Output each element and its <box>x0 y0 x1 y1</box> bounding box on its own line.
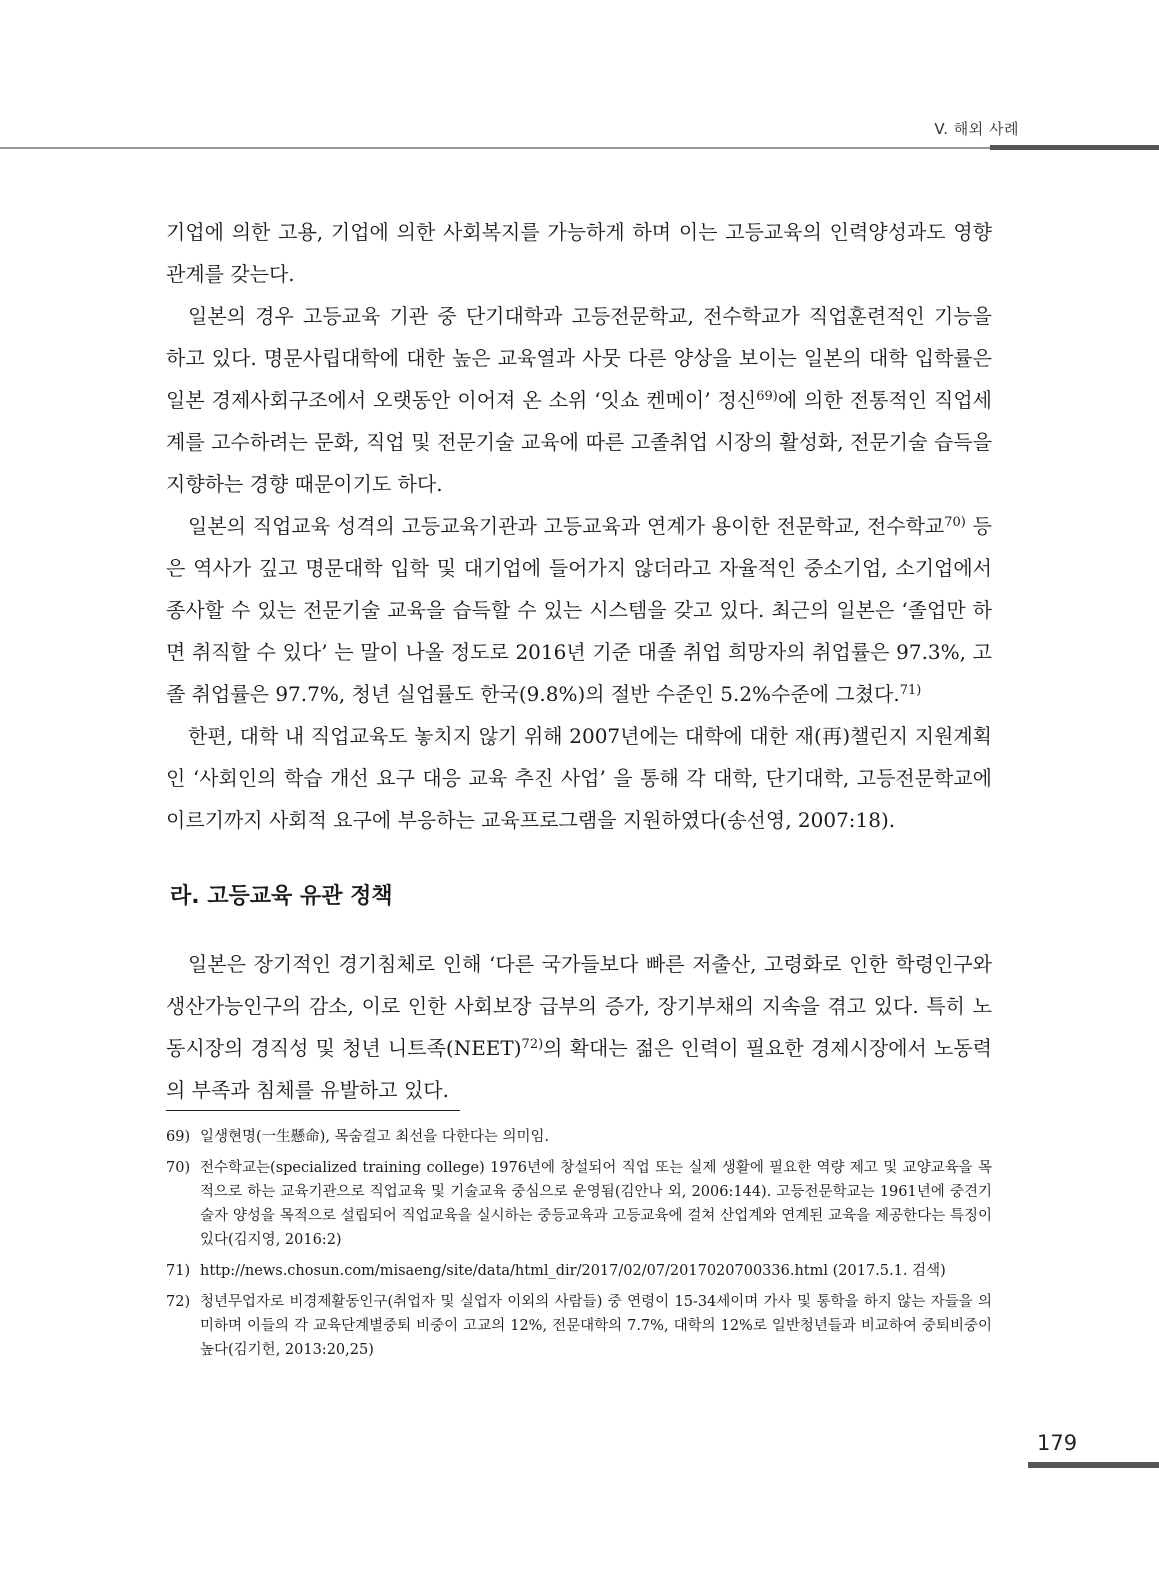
footnote <box>166 1125 992 1149</box>
footnote-number: 70) <box>166 1160 191 1176</box>
footnote-ref-70[interactable]: 70) <box>944 515 966 530</box>
footnote-text: 전수학교는(specialized training college) 1976년에 창설되어 직업 또는 실제 생활에 필요한 역량 제고 및 교양교육을 목적으로 하는 교육기관으로 직업교육 및 기술교육 중심으로 운영됨(김안나 외, 2006:144). 고등전문학교는 1961년에 중견기술자 양성을 목적으로 설립되어 직업교육을 실시하는 중등교육과 고등교육에 걸쳐 산업계와 연계된 교육을 제공한다는 특징이 있다(김지영, 2016:2) <box>200 1160 992 1248</box>
footnote <box>166 1290 992 1362</box>
footnote <box>166 1156 992 1252</box>
section-heading: 라. 고등교육 유관 정책 <box>170 884 393 909</box>
paragraph: 일본의 직업교육 성격의 고등교육기관과 고등교육과 연계가 용이한 전문학교, 전수학교$^{70)}$ 등은 역사가 깊고 명문대학 입학 및 대기업에 들어가지 않더라고 자율적인 중소기업, 소기업에서 종사할 수 있는 전문기술 교육을 습득할 수 있는 시스템을 갖고 있다. 최근의 일본은 ‘졸업만 하면 취직할 수 있다’ 는 말이 나올 정도로 2016년 기준 대졸 취업 희망자의 취업률은 97.3%, 고졸 취업률은 97.7%, 청년 실업률도 한국(9.8%)의 절반 수준인 5.2%수준에 그쳤다.$^{71)}$ <box>166 514 992 706</box>
header-rule-accent <box>990 145 1159 150</box>
page-number: 179 <box>1037 1431 1078 1455</box>
footnote-text: 일생현명(一生懸命), 목숨걸고 최선을 다한다는 의미임. <box>200 1129 550 1145</box>
paragraph: 기업에 의한 고용, 기업에 의한 사회복지를 가능하게 하며 이는 고등교육의 인력양성과도 영향관계를 갖는다. <box>166 220 992 286</box>
paragraph: 일본의 경우 고등교육 기관 중 단기대학과 고등전문학교, 전수학교가 직업훈련적인 기능을 하고 있다. 명문사립대학에 대한 높은 교육열과 사뭇 다른 양상을 보이는 일본의 대학 입학률은 일본 경제사회구조에서 오랫동안 이어져 온 소위 ‘잇쇼 켄메이’ 정신$^{69)}$에 의한 전통적인 직업세계를 고수하려는 문화, 직업 및 전문기술 교육에 따른 고졸취업 시장의 활성화, 전문기술 습득을 지향하는 경향 때문이기도 하다. <box>166 304 992 496</box>
footnotes <box>166 1125 992 1369</box>
footnote-separator <box>166 1110 460 1111</box>
header-rule <box>0 147 990 149</box>
footnote-number: 69) <box>166 1129 191 1145</box>
footnote-number: 71) <box>166 1263 191 1279</box>
footnote-ref-71[interactable]: 71) <box>899 683 922 698</box>
footnote <box>166 1259 992 1283</box>
footnote-link[interactable]: http://news.chosun.com/misaeng/site/data/html_dir/2017/02/07/2017020700336.html (2017.5.1. 검색) <box>200 1263 946 1279</box>
footer-rule <box>1028 1462 1159 1468</box>
paragraph: 일본은 장기적인 경기침체로 인해 ‘다른 국가들보다 빠른 저출산, 고령화로 인한 학령인구와 생산가능인구의 감소, 이로 인한 사회보장 급부의 증가, 장기부채의 지속을 겪고 있다. 특히 노동시장의 경직성 및 청년 니트족(NEET)$^{72)}$의 확대는 젊은 인력이 필요한 경제시장에서 노동력의 부족과 침체를 유발하고 있다. <box>166 952 992 1102</box>
footnote-ref-72[interactable]: 72) <box>521 1037 544 1052</box>
paragraph: 한편, 대학 내 직업교육도 놓치지 않기 위해 2007년에는 대학에 대한 재(再)챌린지 지원계획인 ‘사회인의 학습 개선 요구 대응 교육 추진 사업’ 을 통해 각 대학, 단기대학, 고등전문학교에 이르기까지 사회적 요구에 부응하는 교육프로그램을 지원하였다(송선영, 2007:18). <box>166 724 992 832</box>
footnote-text: 청년무업자로 비경제활동인구(취업자 및 실업자 이외의 사람들) 중 연령이 15-34세이며 가사 및 통학을 하지 않는 자들을 의미하며 이들의 각 교육단계별중퇴 비중이 고교의 12%, 전문대학의 7.7%, 대학의 12%로 일반청년들과 비교하여 중퇴비중이 높다(김기헌, 2013:20,25) <box>200 1294 992 1358</box>
footnote-ref-69[interactable]: 69) <box>756 389 778 404</box>
footnote-number: 72) <box>166 1294 191 1310</box>
body-content <box>166 211 992 1111</box>
running-header: V. 해외 사례 <box>934 120 1019 138</box>
